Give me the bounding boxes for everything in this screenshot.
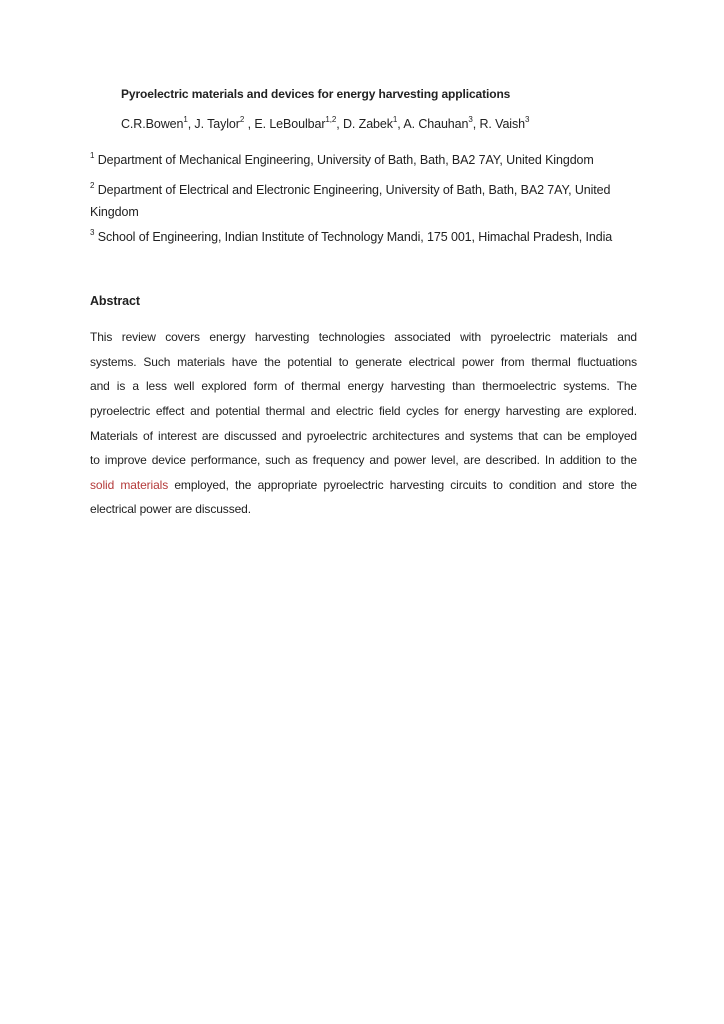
author-affiliation-superscript: 1,2 bbox=[325, 114, 337, 124]
author-line: C.R.Bowen$^1$, J. Taylor$^2$ , E. LeBoulbar$^{1,2}$, D. Zabek$^1$, A. Chauhan$^3$, R. Vaish$^3$ bbox=[121, 114, 530, 131]
abstract-line bbox=[90, 350, 637, 375]
abstract-heading: Abstract bbox=[90, 294, 140, 308]
affiliation-2 bbox=[90, 179, 637, 223]
abstract-line bbox=[90, 473, 637, 498]
affiliation-1 bbox=[90, 149, 637, 171]
paper-title: Pyroelectric materials and devices for energy harvesting applications bbox=[121, 87, 511, 101]
author-affiliation-superscript: 1 bbox=[392, 114, 398, 124]
abstract-line bbox=[90, 399, 637, 424]
abstract-text: electrical power are discussed. bbox=[90, 502, 251, 517]
affiliation-line: Kingdom bbox=[90, 205, 139, 219]
abstract-text: This review covers energy harvesting technologies associated with pyroelectric materials and bbox=[90, 330, 637, 344]
abstract-line bbox=[90, 448, 637, 473]
author-affiliation-superscript: 3 bbox=[524, 114, 530, 124]
highlighted-red-text: solid materials bbox=[90, 477, 169, 492]
abstract-text: and is a less well explored form of thermal energy harvesting than thermoelectric systems. The bbox=[90, 379, 637, 394]
affiliation-number-superscript: 2 bbox=[90, 180, 95, 190]
affiliation-line: $^1$ Department of Mechanical Engineering, University of Bath, Bath, BA2 7AY, United Kingdom bbox=[90, 150, 594, 167]
abstract-paragraph bbox=[90, 325, 637, 522]
abstract-text: employed, the appropriate pyroelectric harvesting circuits to condition and store the bbox=[168, 477, 637, 492]
abstract-text: Materials of interest are discussed and pyroelectric architectures and systems that can be employed bbox=[90, 428, 637, 443]
author-affiliation-superscript: 3 bbox=[468, 114, 473, 124]
abstract-line bbox=[90, 325, 637, 350]
affiliation-number-superscript: 3 bbox=[90, 227, 95, 237]
author-affiliation-superscript: 2 bbox=[239, 114, 245, 124]
abstract-line bbox=[90, 374, 637, 399]
author-affiliation-superscript: 1 bbox=[183, 114, 188, 124]
abstract-text: to improve device performance, such as frequency and power level, are described. In addition to the bbox=[90, 453, 637, 468]
affiliation-line: $^2$ Department of Electrical and Electronic Engineering, University of Bath, Bath, BA2 7AY, United bbox=[90, 180, 611, 197]
abstract-text: systems. Such materials have the potential to generate electrical power from thermal fluctuations bbox=[90, 354, 637, 369]
affiliation-line: $^3$ School of Engineering, Indian Institute of Technology Mandi, 175 001, Himachal Pradesh, India bbox=[90, 227, 613, 244]
abstract-line bbox=[90, 497, 637, 522]
abstract-line bbox=[90, 424, 637, 449]
affiliation-number-superscript: 1 bbox=[90, 150, 95, 160]
affiliation-3 bbox=[90, 226, 637, 248]
abstract-text: pyroelectric effect and potential thermal and electric field cycles for energy harvesting are explored. bbox=[90, 403, 637, 418]
